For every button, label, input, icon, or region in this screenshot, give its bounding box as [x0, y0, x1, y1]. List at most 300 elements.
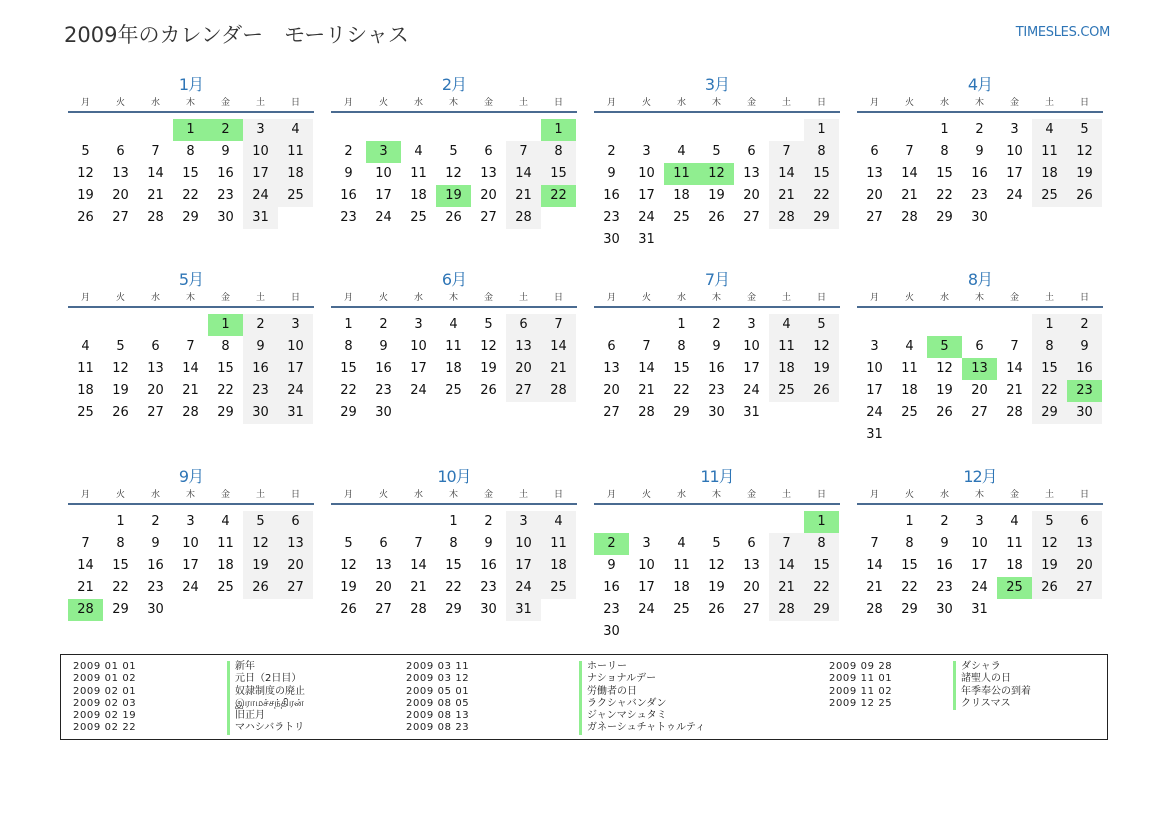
day-cell: 26	[708, 602, 725, 617]
day-cell: 2	[151, 514, 160, 529]
holiday-day-cell: 25	[997, 577, 1032, 599]
weekday-label: 火	[378, 98, 388, 108]
day-cell: 22	[112, 580, 129, 595]
day-cell: 15	[112, 558, 129, 573]
day-cell: 30	[217, 210, 234, 225]
day-cell: 27	[112, 210, 129, 225]
holiday-date: 2009 09 28	[829, 661, 893, 672]
day-cell: 7	[769, 141, 804, 163]
day-cell: 25	[77, 405, 94, 420]
day-cell: 7	[541, 314, 576, 336]
day-cell: 18	[1032, 163, 1067, 185]
weekday-label: 木	[974, 293, 984, 303]
day-cell: 28	[410, 602, 427, 617]
weekday-header	[857, 96, 1103, 113]
day-cell: 15	[804, 163, 839, 185]
day-cell: 15	[936, 166, 953, 181]
day-cell: 9	[712, 339, 721, 354]
day-cell: 16	[936, 558, 953, 573]
day-cell: 30	[147, 602, 164, 617]
day-cell: 4	[449, 317, 458, 332]
day-cell: 2	[243, 314, 278, 336]
holiday-date: 2009 02 03	[73, 697, 137, 709]
weekday-label: 水	[939, 490, 949, 500]
weekday-label: 月	[606, 98, 616, 108]
site-brand-link[interactable]: TIMESLES.COM	[1015, 25, 1110, 40]
weekday-label: 火	[904, 490, 914, 500]
day-cell: 14	[147, 166, 164, 181]
weekday-label: 日	[816, 293, 826, 303]
weekday-label: 土	[781, 490, 791, 500]
empty-cell	[734, 119, 769, 141]
day-cell: 7	[1010, 339, 1019, 354]
day-cell: 13	[147, 361, 164, 376]
day-cell: 12	[445, 166, 462, 181]
empty-cell	[138, 119, 173, 141]
empty-cell	[173, 314, 208, 336]
day-cell: 2	[712, 317, 721, 332]
day-cell: 18	[673, 188, 690, 203]
month-title: 9月	[178, 467, 204, 486]
month-title: 3月	[704, 75, 730, 94]
holiday-day-cell: 11	[664, 163, 699, 185]
month-12	[857, 466, 1103, 621]
weekday-header	[68, 291, 314, 308]
day-cell: 18	[673, 580, 690, 595]
day-cell: 6	[151, 339, 160, 354]
weekday-label: 金	[483, 98, 493, 108]
day-cell: 4	[278, 119, 313, 141]
month-1	[68, 74, 314, 229]
weekday-label: 火	[115, 98, 125, 108]
day-cell: 21	[769, 185, 804, 207]
day-cell: 11	[901, 361, 918, 376]
holiday-name: 元日（2日目）	[227, 673, 305, 685]
day-cell: 15	[804, 555, 839, 577]
day-cell: 19	[243, 555, 278, 577]
day-cell: 12	[1032, 533, 1067, 555]
weekday-label: 水	[150, 490, 160, 500]
day-cell: 1	[344, 317, 353, 332]
weekday-label: 木	[974, 98, 984, 108]
weekday-label: 月	[80, 490, 90, 500]
day-cell: 21	[147, 188, 164, 203]
day-cell: 18	[541, 555, 576, 577]
empty-cell	[68, 314, 103, 336]
day-cell: 23	[147, 580, 164, 595]
day-cell: 16	[971, 166, 988, 181]
day-cell: 18	[77, 383, 94, 398]
day-cell: 9	[607, 166, 616, 181]
empty-cell	[436, 119, 471, 141]
day-cell: 14	[901, 166, 918, 181]
month-2	[331, 74, 577, 229]
day-cell: 11	[410, 166, 427, 181]
day-cell: 4	[221, 514, 230, 529]
weekday-label: 日	[816, 98, 826, 108]
day-cell: 16	[217, 166, 234, 181]
weekday-label: 火	[641, 293, 651, 303]
day-cell: 20	[743, 580, 760, 595]
holiday-day-cell: 2	[208, 119, 243, 141]
day-cell: 25	[278, 185, 313, 207]
day-cell: 3	[747, 317, 756, 332]
day-cell: 29	[1032, 402, 1067, 424]
day-cell: 28	[866, 602, 883, 617]
day-cell: 31	[278, 402, 313, 424]
day-cell: 18	[769, 358, 804, 380]
day-cell: 2	[607, 144, 616, 159]
days-grid	[857, 119, 1103, 229]
day-cell: 7	[769, 533, 804, 555]
day-cell: 8	[1032, 336, 1067, 358]
day-cell: 30	[708, 405, 725, 420]
day-cell: 8	[221, 339, 230, 354]
empty-cell	[506, 119, 541, 141]
weekday-label: 日	[290, 98, 300, 108]
holiday-name: 旧正月	[227, 710, 305, 722]
day-cell: 12	[1067, 141, 1102, 163]
day-cell: 26	[1067, 185, 1102, 207]
day-cell: 26	[1032, 577, 1067, 599]
empty-cell	[103, 119, 138, 141]
day-cell: 21	[901, 188, 918, 203]
month-title: 11月	[700, 467, 734, 486]
day-cell: 26	[708, 210, 725, 225]
day-cell: 12	[936, 361, 953, 376]
day-cell: 17	[866, 383, 883, 398]
day-cell: 27	[278, 577, 313, 599]
weekday-label: 金	[220, 293, 230, 303]
day-cell: 13	[603, 361, 620, 376]
day-cell: 25	[541, 577, 576, 599]
day-cell: 12	[708, 558, 725, 573]
holiday-names-col-3	[953, 661, 1031, 710]
weekday-label: 土	[781, 98, 791, 108]
weekday-header	[594, 291, 840, 308]
empty-cell	[769, 511, 804, 533]
day-cell: 30	[603, 232, 620, 247]
weekday-label: 日	[1079, 98, 1089, 108]
day-cell: 23	[603, 210, 620, 225]
weekday-header	[857, 291, 1103, 308]
day-cell: 24	[506, 577, 541, 599]
day-cell: 20	[603, 383, 620, 398]
day-cell: 9	[940, 536, 949, 551]
weekday-label: 水	[413, 98, 423, 108]
weekday-label: 火	[904, 293, 914, 303]
day-cell: 1	[940, 122, 949, 137]
month-title: 4月	[967, 75, 993, 94]
empty-cell	[401, 511, 436, 533]
day-cell: 8	[344, 339, 353, 354]
weekday-label: 火	[378, 293, 388, 303]
weekday-label: 土	[255, 490, 265, 500]
empty-cell	[471, 119, 506, 141]
day-cell: 31	[243, 207, 278, 229]
day-cell: 6	[506, 314, 541, 336]
day-cell: 3	[414, 317, 423, 332]
weekday-label: 木	[448, 293, 458, 303]
days-grid	[594, 314, 840, 424]
empty-cell	[892, 314, 927, 336]
weekday-label: 水	[939, 293, 949, 303]
day-cell: 21	[541, 358, 576, 380]
day-cell: 27	[1067, 577, 1102, 599]
empty-cell	[68, 119, 103, 141]
day-cell: 8	[449, 536, 458, 551]
day-cell: 13	[278, 533, 313, 555]
days-grid	[68, 511, 314, 621]
weekday-label: 金	[483, 293, 493, 303]
holiday-names-col-2	[579, 661, 705, 735]
day-cell: 23	[603, 602, 620, 617]
holiday-day-cell: 2	[594, 533, 629, 555]
days-grid	[594, 119, 840, 251]
day-cell: 23	[217, 188, 234, 203]
day-cell: 9	[221, 144, 230, 159]
day-cell: 14	[638, 361, 655, 376]
weekday-label: 木	[448, 98, 458, 108]
day-cell: 21	[77, 580, 94, 595]
day-cell: 13	[480, 166, 497, 181]
day-cell: 10	[1006, 144, 1023, 159]
day-cell: 16	[147, 558, 164, 573]
holiday-name: 奴隷制度の廃止	[227, 686, 305, 698]
day-cell: 31	[743, 405, 760, 420]
day-cell: 9	[1067, 336, 1102, 358]
day-cell: 23	[971, 188, 988, 203]
month-4	[857, 74, 1103, 229]
day-cell: 22	[936, 188, 953, 203]
day-cell: 24	[743, 383, 760, 398]
weekday-label: 土	[518, 293, 528, 303]
day-cell: 29	[340, 405, 357, 420]
day-cell: 31	[506, 599, 541, 621]
holiday-dates-col-2	[406, 661, 469, 735]
days-grid	[331, 314, 577, 424]
holiday-day-cell: 12	[699, 163, 734, 185]
day-cell: 12	[77, 166, 94, 181]
day-cell: 30	[480, 602, 497, 617]
day-cell: 21	[638, 383, 655, 398]
day-cell: 2	[344, 144, 353, 159]
day-cell: 23	[936, 580, 953, 595]
day-cell: 17	[506, 555, 541, 577]
day-cell: 8	[940, 144, 949, 159]
day-cell: 9	[151, 536, 160, 551]
day-cell: 6	[379, 536, 388, 551]
day-cell: 10	[743, 339, 760, 354]
day-cell: 22	[673, 383, 690, 398]
day-cell: 10	[182, 536, 199, 551]
day-cell: 31	[971, 602, 988, 617]
day-cell: 9	[379, 339, 388, 354]
day-cell: 21	[506, 185, 541, 207]
holiday-date: 2009 12 25	[829, 697, 893, 709]
holiday-name: 労働者の日	[579, 686, 705, 698]
day-cell: 17	[375, 188, 392, 203]
day-cell: 8	[541, 141, 576, 163]
day-cell: 11	[1006, 536, 1023, 551]
day-cell: 17	[182, 558, 199, 573]
day-cell: 20	[743, 188, 760, 203]
day-cell: 20	[147, 383, 164, 398]
day-cell: 25	[901, 405, 918, 420]
day-cell: 25	[217, 580, 234, 595]
day-cell: 29	[182, 210, 199, 225]
day-cell: 5	[804, 314, 839, 336]
day-cell: 20	[480, 188, 497, 203]
day-cell: 15	[541, 163, 576, 185]
weekday-label: 木	[711, 98, 721, 108]
day-cell: 23	[243, 380, 278, 402]
weekday-label: 火	[115, 490, 125, 500]
day-cell: 1	[1032, 314, 1067, 336]
weekday-header	[331, 291, 577, 308]
day-cell: 30	[375, 405, 392, 420]
holiday-dates-col-1	[73, 661, 136, 735]
day-cell: 28	[901, 210, 918, 225]
day-cell: 4	[677, 144, 686, 159]
month-title: 1月	[178, 75, 204, 94]
day-cell: 14	[410, 558, 427, 573]
day-cell: 15	[340, 361, 357, 376]
day-cell: 25	[445, 383, 462, 398]
weekday-label: 日	[1079, 490, 1089, 500]
day-cell: 6	[1067, 511, 1102, 533]
day-cell: 6	[747, 144, 756, 159]
day-cell: 13	[743, 166, 760, 181]
day-cell: 18	[901, 383, 918, 398]
day-cell: 27	[743, 602, 760, 617]
month-title: 12月	[963, 467, 997, 486]
day-cell: 25	[410, 210, 427, 225]
day-cell: 16	[243, 358, 278, 380]
day-cell: 30	[936, 602, 953, 617]
month-3	[594, 74, 840, 251]
day-cell: 3	[975, 514, 984, 529]
holiday-date: 2009 08 23	[406, 722, 470, 734]
day-cell: 29	[445, 602, 462, 617]
empty-cell	[857, 511, 892, 533]
day-cell: 21	[182, 383, 199, 398]
day-cell: 10	[971, 536, 988, 551]
holiday-name: ラクシャバンダン	[579, 698, 705, 710]
day-cell: 5	[1067, 119, 1102, 141]
day-cell: 16	[708, 361, 725, 376]
day-cell: 7	[506, 141, 541, 163]
holiday-name: マハシバラトリ	[227, 722, 305, 734]
day-cell: 27	[866, 210, 883, 225]
day-cell: 11	[541, 533, 576, 555]
day-cell: 3	[642, 144, 651, 159]
weekday-label: 火	[378, 490, 388, 500]
day-cell: 12	[112, 361, 129, 376]
day-cell: 6	[607, 339, 616, 354]
empty-cell	[734, 511, 769, 533]
holiday-name: 新年	[227, 661, 305, 673]
day-cell: 24	[866, 405, 883, 420]
day-cell: 13	[1067, 533, 1102, 555]
weekday-label: 月	[80, 293, 90, 303]
month-title: 2月	[441, 75, 467, 94]
holiday-date: 2009 03 12	[406, 673, 470, 685]
holiday-date: 2009 11 01	[829, 673, 893, 685]
day-cell: 1	[677, 317, 686, 332]
day-cell: 22	[445, 580, 462, 595]
day-cell: 1	[905, 514, 914, 529]
holiday-day-cell: 22	[541, 185, 576, 207]
days-grid	[68, 314, 314, 424]
day-cell: 14	[182, 361, 199, 376]
month-8	[857, 269, 1103, 446]
day-cell: 23	[708, 383, 725, 398]
day-cell: 22	[901, 580, 918, 595]
empty-cell	[366, 119, 401, 141]
weekday-label: 土	[1044, 293, 1054, 303]
weekday-label: 金	[220, 98, 230, 108]
weekday-label: 日	[553, 490, 563, 500]
month-title: 6月	[441, 270, 467, 289]
day-cell: 10	[278, 336, 313, 358]
days-grid	[68, 119, 314, 229]
day-cell: 23	[480, 580, 497, 595]
weekday-label: 日	[290, 490, 300, 500]
weekday-label: 金	[483, 490, 493, 500]
day-cell: 31	[638, 232, 655, 247]
weekday-label: 土	[255, 293, 265, 303]
day-cell: 25	[673, 602, 690, 617]
holiday-name: ジャンマシュタミ	[579, 710, 705, 722]
days-grid	[331, 511, 577, 621]
day-cell: 24	[638, 210, 655, 225]
day-cell: 21	[410, 580, 427, 595]
day-cell: 15	[445, 558, 462, 573]
day-cell: 17	[638, 580, 655, 595]
day-cell: 14	[1006, 361, 1023, 376]
day-cell: 17	[1006, 166, 1023, 181]
holiday-day-cell: 28	[68, 599, 103, 621]
day-cell: 2	[940, 514, 949, 529]
day-cell: 1	[116, 514, 125, 529]
day-cell: 11	[77, 361, 94, 376]
day-cell: 2	[379, 317, 388, 332]
day-cell: 27	[375, 602, 392, 617]
weekday-label: 土	[1044, 490, 1054, 500]
day-cell: 19	[77, 188, 94, 203]
month-title: 10月	[437, 467, 471, 486]
weekday-label: 金	[1009, 490, 1019, 500]
empty-cell	[892, 119, 927, 141]
day-cell: 16	[375, 361, 392, 376]
day-cell: 28	[769, 599, 804, 621]
day-cell: 12	[340, 558, 357, 573]
holiday-date: 2009 08 05	[406, 697, 470, 709]
day-cell: 27	[147, 405, 164, 420]
day-cell: 12	[480, 339, 497, 354]
day-cell: 30	[971, 210, 988, 225]
empty-cell	[629, 314, 664, 336]
day-cell: 6	[975, 339, 984, 354]
holiday-name: ホーリー	[579, 661, 705, 673]
day-cell: 18	[445, 361, 462, 376]
day-cell: 24	[971, 580, 988, 595]
day-cell: 8	[804, 141, 839, 163]
day-cell: 4	[905, 339, 914, 354]
weekday-label: 日	[290, 293, 300, 303]
month-title: 8月	[967, 270, 993, 289]
